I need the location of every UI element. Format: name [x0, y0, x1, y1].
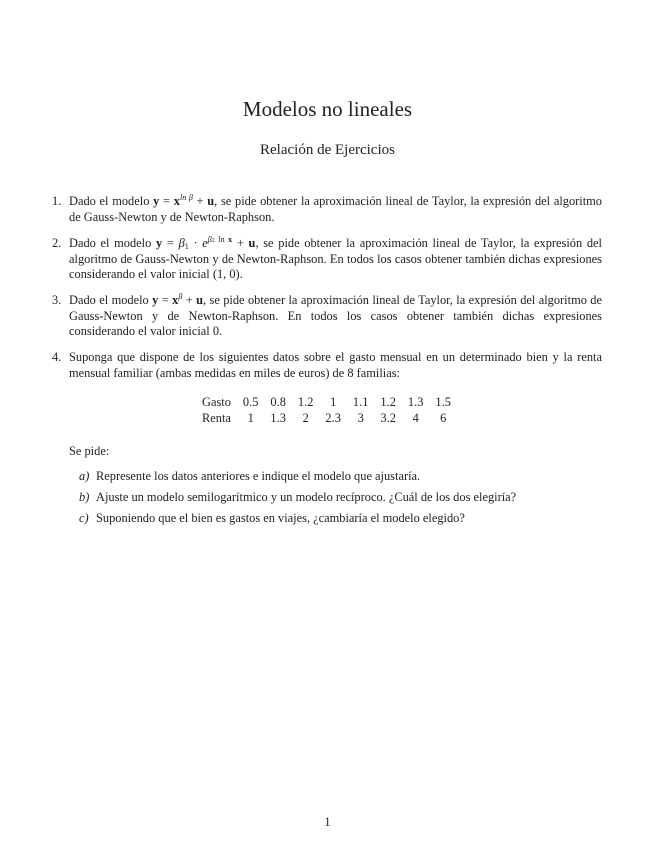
table-cell: 1	[247, 410, 254, 425]
item-label: c)	[79, 511, 89, 525]
item-label: b)	[79, 490, 90, 504]
page-subtitle: Relación de Ejercicios	[260, 142, 395, 158]
table-cell: 3.2	[380, 410, 396, 425]
exercise-text: Dado el modelo $y = x^{ln \beta} + u$, se pide obtener la aproximación lineal de Taylor, la expresión del algoritmo de Gauss-Newton y de Newton-Raphson.	[69, 193, 602, 224]
item-label: a)	[79, 469, 90, 483]
list-item	[79, 469, 579, 485]
exercise-number: 4.	[52, 350, 62, 364]
list-item	[79, 511, 579, 527]
item-text: Ajuste un modelo semilogarítmico y un modelo recíproco. ¿Cuál de los dos elegiría?	[96, 490, 517, 504]
table-cell: 4	[412, 410, 419, 425]
table-cell: 2	[302, 410, 309, 425]
list-item	[79, 490, 579, 506]
exercise-3	[52, 293, 602, 340]
item-text: Suponiendo que el bien es gastos en viajes, ¿cambiaría el modelo elegido?	[96, 511, 465, 525]
exercise-text: Dado el modelo $y = \beta_1 \cdot e^{\beta 2 ln x} + u$, se pide obtener la aproximación lineal de Taylor, la expresión del algoritmo de Gauss-Newton y de Newton-Raphson. En todos los casos obtener también dichas expresiones considerando el valor inicial (1, 0).	[69, 235, 602, 281]
table-cell: 1.5	[435, 394, 451, 409]
table-row	[202, 394, 457, 410]
exercise-4	[52, 350, 602, 381]
parts-intro: Se pide:	[69, 444, 110, 458]
table-cell: 2.3	[325, 410, 341, 425]
page-title: Modelos no lineales	[242, 97, 413, 121]
table-cell: 0.5	[242, 394, 259, 409]
table-cell: 1.1	[352, 394, 369, 409]
table-cell: 6	[440, 410, 447, 425]
page-number: 1	[324, 815, 331, 829]
exercise-number: 2.	[52, 236, 62, 250]
table-cell: 1.3	[407, 394, 424, 409]
row-label: Renta	[202, 410, 231, 425]
row-label: Gasto	[202, 394, 231, 409]
data-table	[202, 394, 457, 426]
exercise-number: 1.	[52, 194, 62, 208]
table-row	[202, 410, 457, 426]
table-cell: 3	[357, 410, 364, 425]
table-cell: 1.2	[297, 394, 314, 409]
table-cell: 1	[330, 394, 337, 409]
table-cell: 0.8	[270, 394, 286, 409]
exercise-2	[52, 236, 602, 283]
table-cell: 1.2	[380, 394, 396, 409]
exercise-text: Dado el modelo $y = x^\beta + u$, se pide obtener la aproximación lineal de Taylor, la expresión del algoritmo de Gauss-Newton y de Newton-Raphson. En todos los casos obtener también dichas expresiones considerando el valor inicial 0.	[69, 292, 602, 338]
exercise-text: Suponga que dispone de los siguientes datos sobre el gasto mensual en un determinado bien y la renta mensual familiar (ambas medidas en miles de euros) de 8 familias:	[69, 350, 602, 380]
exercise-1	[52, 194, 602, 225]
table-cell: 1.3	[270, 410, 286, 425]
item-text: Represente los datos anteriores e indique el modelo que ajustaría.	[96, 469, 421, 483]
exercise-number: 3.	[52, 293, 62, 307]
